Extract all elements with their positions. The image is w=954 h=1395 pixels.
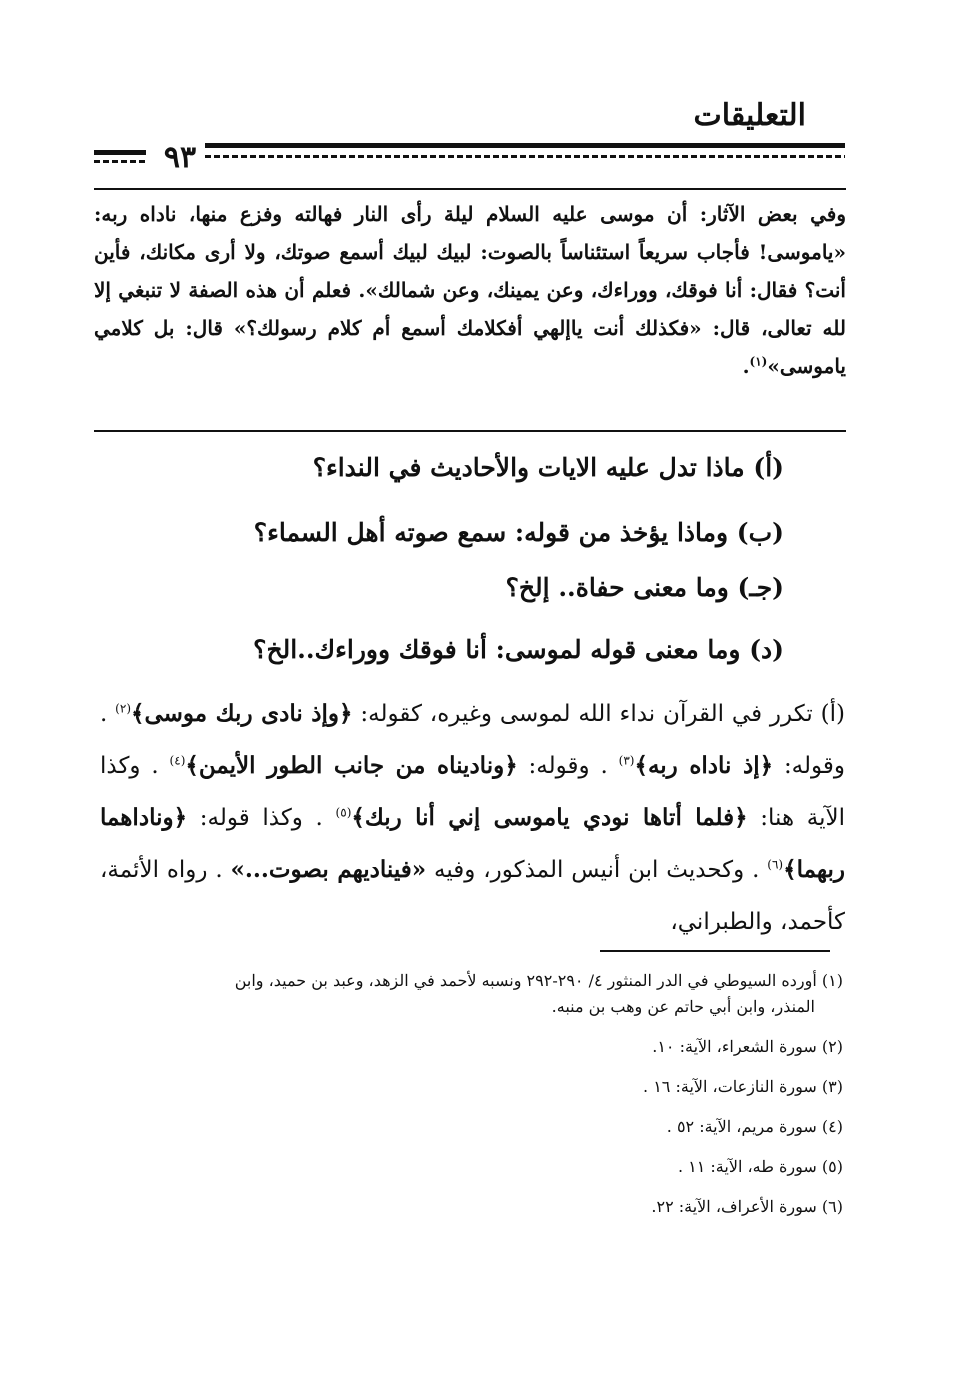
- footnote-ref-4: (٤): [169, 753, 186, 768]
- quran-verse: ﴿فلما أتاها نودي ياموسى إني أنا ربك﴾: [351, 804, 748, 831]
- footnote-ref-6: (٦): [767, 857, 784, 872]
- quran-verse: ﴿وإذ نادى ربك موسى﴾: [131, 700, 353, 727]
- answer-text: . وكحديث ابن أنيس المذكور، وفيه: [434, 857, 760, 883]
- quran-verse: ﴿وناديناه من جانب الطور الأيمن﴾: [185, 752, 518, 779]
- answer-text: . وكذا الآية هنا:: [100, 753, 845, 831]
- answer-text: (أ) تكرر في القرآن نداء الله لموسى وغيره، كقوله:: [360, 701, 846, 727]
- quran-verse: ﴿إذ ناداه ربه﴾: [634, 752, 774, 779]
- footnote-1-line2: المنذر، وابن أبي حاتم عن وهب بن منبه.: [551, 997, 815, 1016]
- footnote-ref-2: (٢): [115, 701, 131, 716]
- footnote-1: [100, 968, 843, 1020]
- footnote-4: (٤) سورة مريم، الآية: ٥٢ .: [666, 1117, 843, 1136]
- footnotes: [100, 968, 843, 1234]
- answer-text: . وقوله:: [528, 753, 608, 779]
- footnote-3: (٣) سورة النازعات، الآية: ١٦ .: [643, 1077, 843, 1096]
- footnote-ref-3: (٣): [618, 753, 635, 768]
- page-number: ٩٣: [163, 140, 197, 175]
- quote-top-rule: [94, 188, 846, 190]
- footnote-ref-5: (٥): [335, 805, 352, 820]
- footnote-1-line1: (١) أورده السيوطي في الدر المنثور ٤/ ٢٩٠-٢٩٢ ونسبه لأحمد في الزهد، وعبد بن حميد، وابن: [234, 971, 843, 990]
- quran-verse: ﴿وناداهما ربهما﴾: [100, 804, 845, 883]
- quoted-athar: [94, 195, 846, 385]
- quote-text: وفي بعض الآثار: أن موسى عليه السلام ليلة رأى النار فهالته وفزع منها، ناداه ربه: «ياموسى! فأجاب سريعاً استئناساً بالصوت: لبيك لبيك أسمع صوتك، ولا أرى مكانك، فأين أنت؟ فقال: أنا فوقك، ووراءك، وعن يمينك، وعن شمالك». فعلم أن هذه الصفة لا تنبغي إلا لله تعالى، قال: «فكذلك أنت ياإلهي أفكلامك أسمع أم كلام رسولك؟» قال: بل كلامي ياموسى»: [94, 202, 846, 378]
- answer-text: . وقوله:: [100, 701, 846, 779]
- quote-bottom-rule: [94, 430, 846, 432]
- header-rule-right-dashed: [205, 155, 845, 158]
- question-d: (د) وما معنى قوله لموسى: أنا فوقك ووراءك..الخ؟: [253, 635, 784, 664]
- footnote-separator: [600, 950, 830, 952]
- footnote-ref-1: (١): [749, 354, 768, 369]
- quote-end: .: [742, 354, 750, 378]
- header-rule-left-dashed: [94, 160, 146, 163]
- header-rule-left-thick: [94, 150, 146, 155]
- question-a: (أ) ماذا تدل عليه الايات والأحاديث في النداء؟: [312, 453, 784, 482]
- footnote-2: (٢) سورة الشعراء، الآية: ١٠.: [652, 1037, 843, 1056]
- running-header-title: التعليقات: [693, 98, 806, 133]
- answer-paragraph: [100, 688, 845, 948]
- header-rule-right-thick: [205, 143, 845, 148]
- question-b: (ب) وماذا يؤخذ من قوله: سمع صوته أهل السماء؟: [253, 518, 784, 547]
- hadith-quote: «فيناديهم بصوت...»: [230, 856, 427, 883]
- question-c: (جـ) وما معنى حفاة.. إلخ؟: [505, 573, 784, 602]
- footnote-6: (٦) سورة الأعراف، الآية: ٢٢.: [651, 1197, 843, 1216]
- answer-text: . رواه الأئمة، كأحمد، والطبراني،: [100, 857, 845, 935]
- footnote-5: (٥) سورة طه، الآية: ١١ .: [677, 1157, 843, 1176]
- answer-text: . وكذا قوله:: [199, 805, 323, 831]
